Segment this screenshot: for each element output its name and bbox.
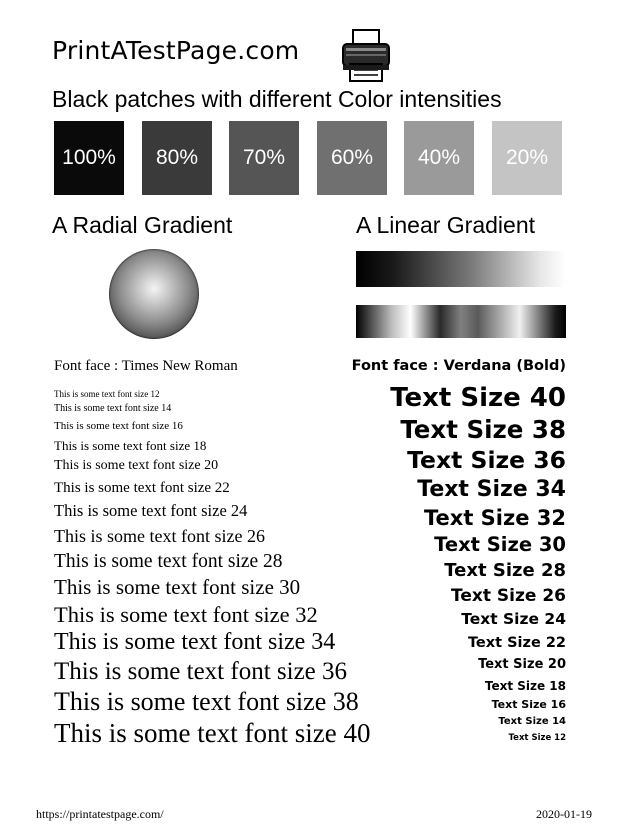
radial-gradient-title: A Radial Gradient: [52, 212, 233, 238]
patch-70: [229, 121, 299, 195]
linear-gradient-title: A Linear Gradient: [356, 212, 536, 238]
verdana-line: Text Size 12: [508, 733, 566, 743]
times-line: This is some text font size 18: [54, 438, 207, 453]
patch-label: 60%: [330, 146, 374, 169]
verdana-line: Text Size 36: [407, 446, 566, 474]
times-line: This is some text font size 20: [54, 458, 219, 473]
linear-gradient-bar-banded: [356, 305, 566, 338]
patch-80: [142, 121, 212, 195]
verdana-line: Text Size 20: [478, 657, 566, 672]
times-heading: Font face : Times New Roman: [54, 358, 238, 374]
verdana-line: Text Size 34: [417, 477, 566, 502]
patch-label: 100%: [62, 146, 116, 169]
footer-url: https://printatestpage.com/: [36, 807, 164, 821]
radial-gradient-circle: [109, 249, 199, 339]
patch-20: [492, 121, 562, 195]
verdana-line: Text Size 30: [434, 533, 566, 556]
verdana-line: Text Size 28: [444, 560, 566, 581]
times-line: This is some text font size 28: [54, 551, 283, 572]
verdana-line: Text Size 14: [498, 716, 566, 727]
verdana-line: Text Size 24: [461, 610, 566, 628]
verdana-line: Text Size 18: [484, 679, 566, 693]
patches-subtitle: Black patches with different Color intensities: [52, 86, 502, 112]
patch-40: [404, 121, 474, 195]
intensity-patches: [54, 121, 566, 195]
times-line: This is some text font size 34: [54, 629, 336, 655]
patch-label: 80%: [155, 146, 199, 169]
times-line: This is some text font size 16: [54, 420, 183, 432]
times-line: This is some text font size 30: [54, 575, 301, 599]
patch-label: 40%: [417, 146, 461, 169]
times-line: This is some text font size 36: [54, 658, 348, 685]
times-line: This is some text font size 12: [54, 389, 160, 399]
times-line: This is some text font size 40: [54, 718, 371, 748]
verdana-line: Text Size 40: [390, 383, 566, 413]
linear-gradient-bar: [356, 251, 566, 287]
verdana-line: Text Size 22: [467, 635, 566, 651]
patch-60: [317, 121, 387, 195]
patch-100: [54, 121, 124, 195]
verdana-line: Text Size 32: [424, 506, 566, 530]
printer-icon: [340, 28, 392, 84]
times-line: This is some text font size 32: [54, 602, 318, 627]
footer-date: 2020-01-19: [536, 807, 592, 821]
times-line: This is some text font size 22: [54, 480, 230, 496]
verdana-heading: Font face : Verdana (Bold): [351, 358, 566, 374]
patch-label: 20%: [505, 146, 549, 169]
verdana-line: Text Size 26: [451, 586, 566, 606]
patch-label: 70%: [242, 146, 286, 169]
times-line: This is some text font size 14: [54, 403, 172, 414]
verdana-line: Text Size 38: [400, 415, 566, 444]
times-line: This is some text font size 38: [54, 687, 359, 716]
site-name: PrintATestPage.com: [52, 36, 300, 65]
verdana-line: Text Size 16: [491, 698, 566, 711]
times-line: This is some text font size 24: [54, 501, 248, 520]
times-line: This is some text font size 26: [54, 526, 265, 546]
